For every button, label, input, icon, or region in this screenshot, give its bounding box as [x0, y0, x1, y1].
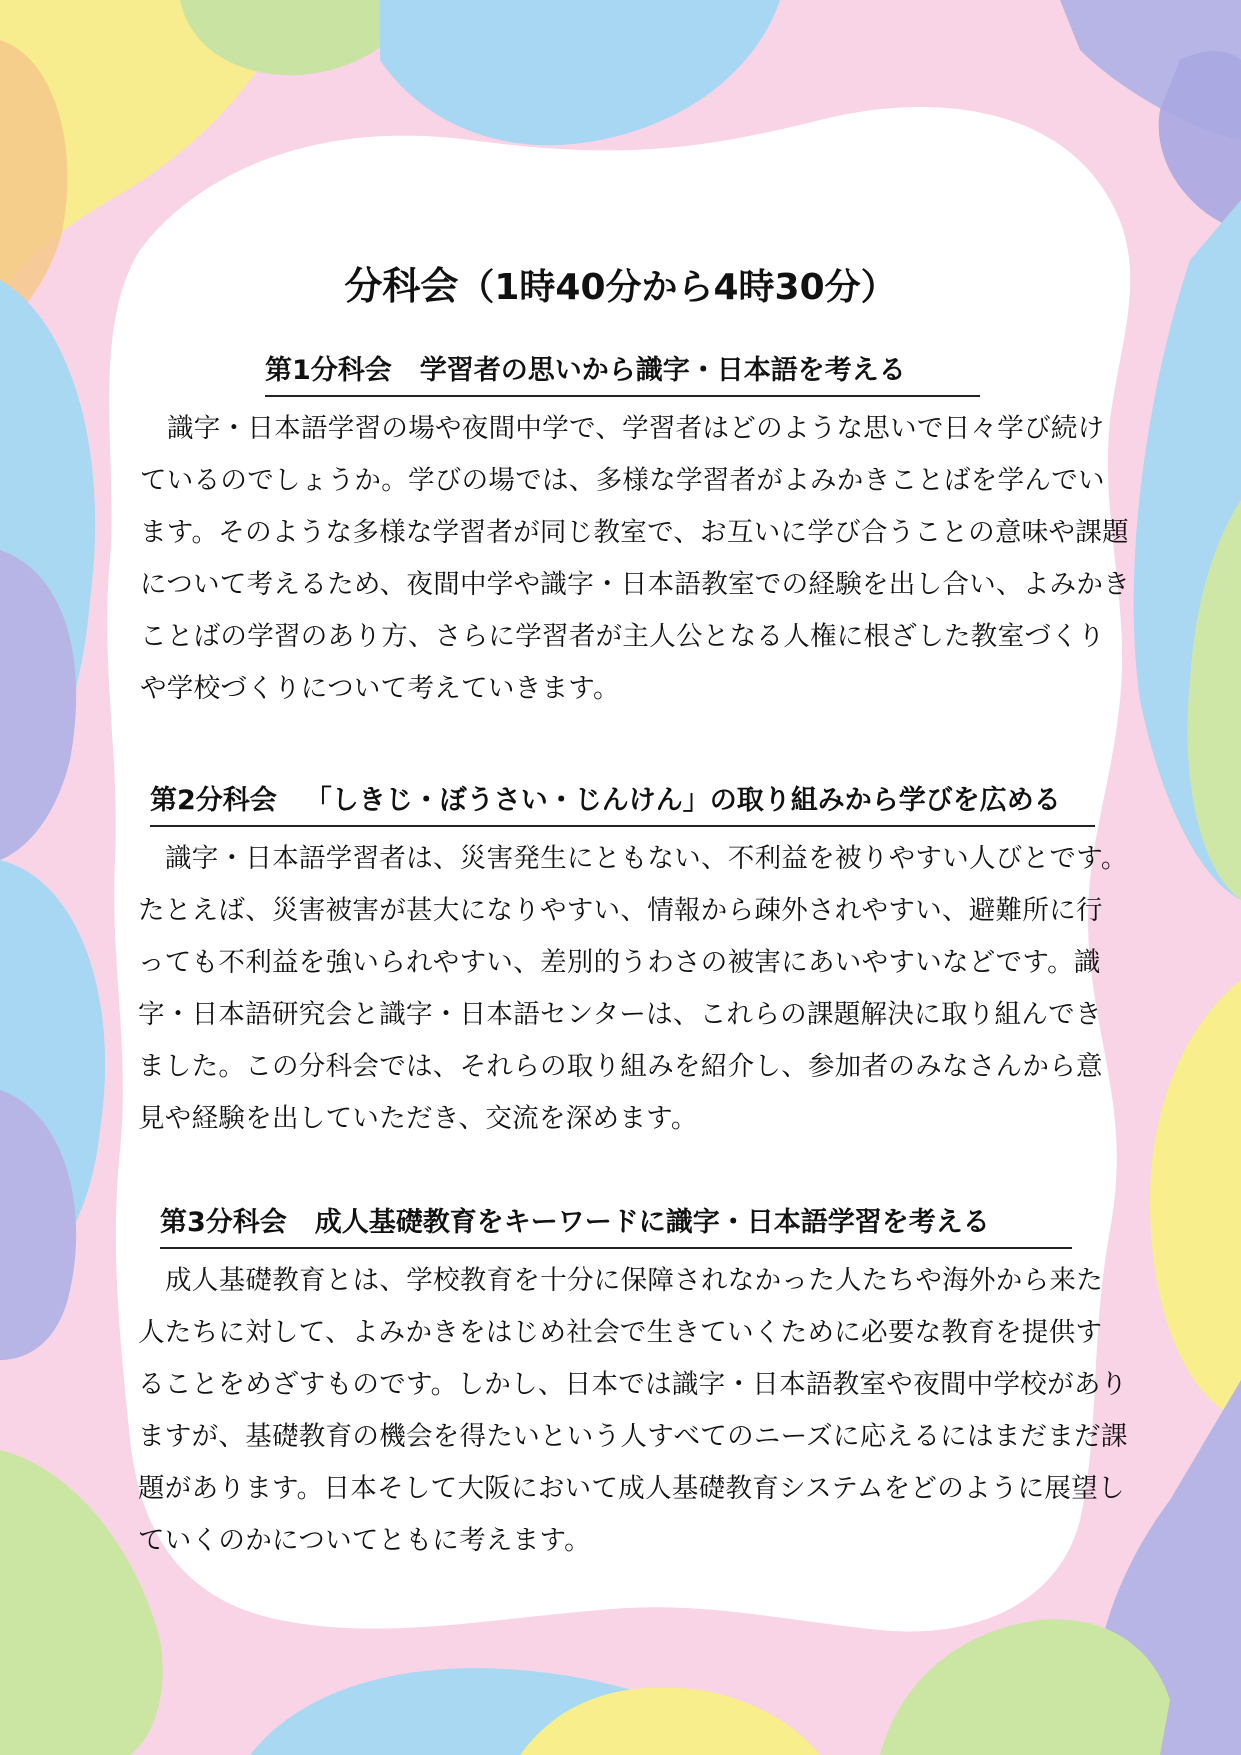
section-3-heading — [160, 1207, 1072, 1249]
section-2-label: 第2分科会 — [150, 785, 277, 816]
section-1 — [140, 355, 1131, 715]
section-2 — [138, 785, 1128, 1145]
section-3 — [138, 1207, 1128, 1567]
section-2-heading — [150, 785, 1095, 827]
section-3-body: 成人基礎教育とは、学校教育を十分に保障されなかった人たちや海外から来た人たちに対して、よみかきをはじめ社会で生きていくために必要な教育を提供することをめざすものです。しかし、日本では識字・日本語教室や夜間中学校がありますが、基礎教育の機会を得たいという人すべてのニーズに応えるにはまだまだ課題があります。日本そして大阪において成人基礎教育システムをどのように展望していくのかについてともに考えます。 — [138, 1265, 1128, 1556]
section-3-label: 第3分科会 — [160, 1207, 287, 1238]
page-title — [0, 255, 1241, 310]
section-1-title: 学習者の思いから識字・日本語を考える — [419, 355, 906, 386]
title-main: 分科会 — [344, 264, 459, 308]
section-2-body: 識字・日本語学習者は、災害発生にともない、不利益を被りやすい人びとです。たとえば、災害被害が甚大になりやすい、情報から疎外されやすい、避難所に行っても不利益を強いられやすい、差別的うわさの被害にあいやすいなどです。識字・日本語研究会と識字・日本語センターは、これらの課題解決に取り組んできました。この分科会では、それらの取り組みを紹介し、参加者のみなさんから意見や経験を出していただき、交流を深めます。 — [138, 843, 1128, 1134]
section-2-title: 「しきじ・ぼうさい・じんけん」の取り組みから学びを広める — [304, 785, 1061, 816]
section-1-body: 識字・日本語学習の場や夜間中学で、学習者はどのような思いで日々学び続けているのでしょうか。学びの場では、多様な学習者がよみかきことばを学んでいます。そのような多様な学習者が同じ教室で、お互いに学び合うことの意味や課題について考えるため、夜間中学や識字・日本語教室での経験を出し合い、よみかきことばの学習のあり方、さらに学習者が主人公となる人権に根ざした教室づくりや学校づくりについて考えていきます。 — [140, 413, 1131, 704]
section-3-title: 成人基礎教育をキーワードに識字・日本語学習を考える — [314, 1207, 990, 1238]
section-1-heading — [265, 355, 980, 397]
title-time: （1時40分から4時30分） — [458, 267, 897, 308]
section-1-label: 第1分科会 — [265, 355, 392, 386]
